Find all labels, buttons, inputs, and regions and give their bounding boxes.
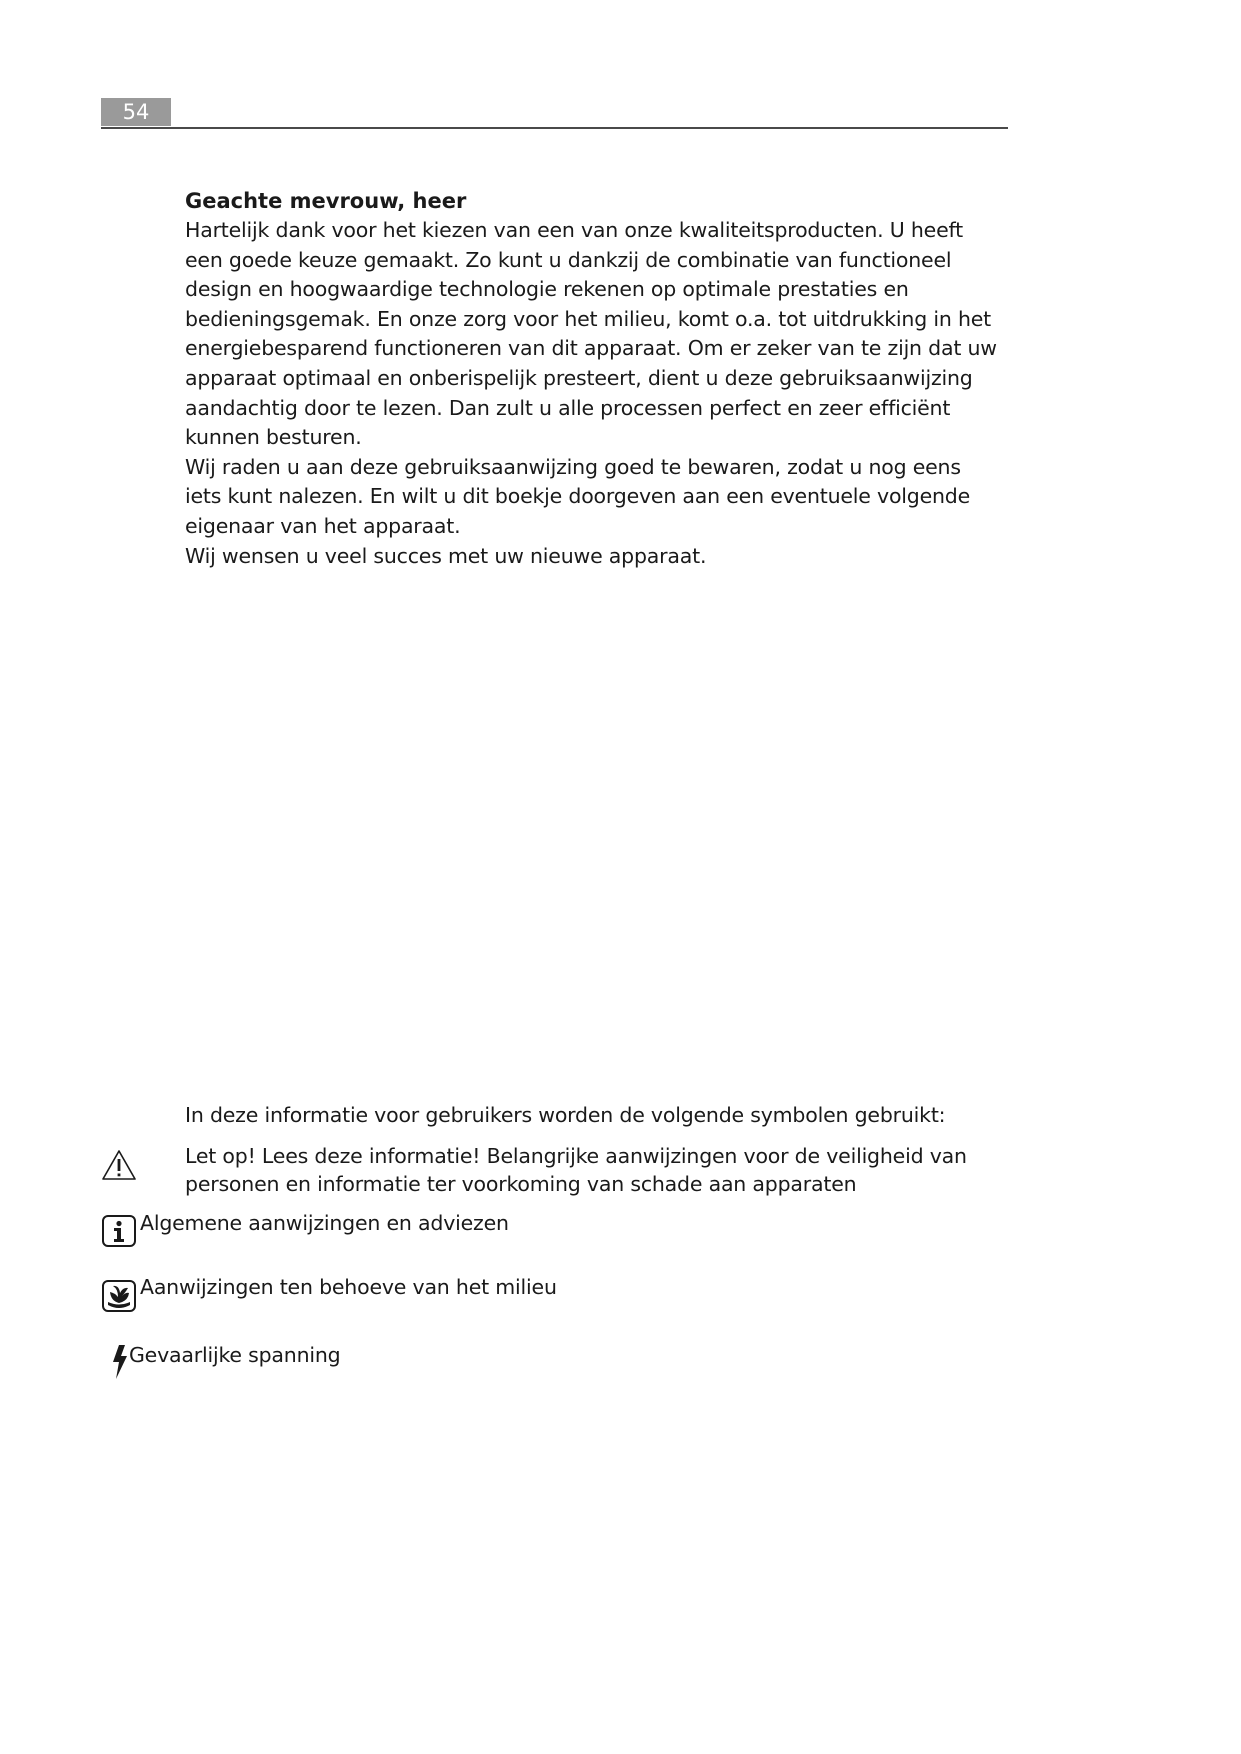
intro-paragraph: Wij raden u aan deze gebruiksaanwijzing goed te bewaren, zodat u nog eens iets kunt nalezen. En wilt u dit boekje doorgeven aan een eventuele volgende eigenaar van het apparaat.	[185, 454, 971, 538]
symbol-info-text: Algemene aanwijzingen en adviezen	[140, 1211, 509, 1235]
symbol-info-row	[140, 1209, 940, 1237]
symbols-intro: In deze informatie voor gebruikers worden de volgende symbolen gebruikt:	[185, 1103, 946, 1127]
warning-triangle-icon	[101, 1148, 137, 1182]
intro-paragraph: Hartelijk dank voor het kiezen van een van onze kwaliteitsproducten. U heeft een goede keuze gemaakt. Zo kunt u dankzij de combinatie van functioneel design en hoogwaardige technologie rekenen op optimale prestaties en bedieningsgemak. En onze zorg voor het milieu, komt o.a. tot uitdrukking in het energiebesparend functioneren van dit apparaat. Om er zeker van te zijn dat uw apparaat optimaal en onberispelijk presteert, dient u deze gebruiksaanwijzing aandachtig door te lezen. Dan zult u alle processen perfect en zeer efficiënt kunnen besturen.	[185, 218, 997, 450]
symbol-environment-text: Aanwijzingen ten behoeve van het milieu	[140, 1275, 557, 1299]
lightning-icon	[110, 1344, 130, 1380]
header-rule	[101, 127, 1008, 129]
greeting-heading: Geachte mevrouw, heer	[185, 189, 467, 213]
symbol-voltage-text: Gevaarlijke spanning	[129, 1343, 341, 1367]
environment-icon	[101, 1279, 137, 1313]
intro-paragraph: Wij wensen u veel succes met uw nieuwe apparaat.	[185, 543, 707, 568]
symbol-voltage-row	[129, 1341, 929, 1369]
symbol-warning-row	[185, 1142, 1005, 1198]
symbol-warning-text: Let op! Lees deze informatie! Belangrijke aanwijzingen voor de veiligheid van personen en informatie ter voorkoming van schade aan apparaten	[185, 1144, 967, 1196]
symbol-environment-row	[140, 1273, 940, 1301]
info-icon	[101, 1214, 137, 1248]
intro-section	[185, 186, 1015, 571]
page-number: 54	[101, 98, 171, 126]
